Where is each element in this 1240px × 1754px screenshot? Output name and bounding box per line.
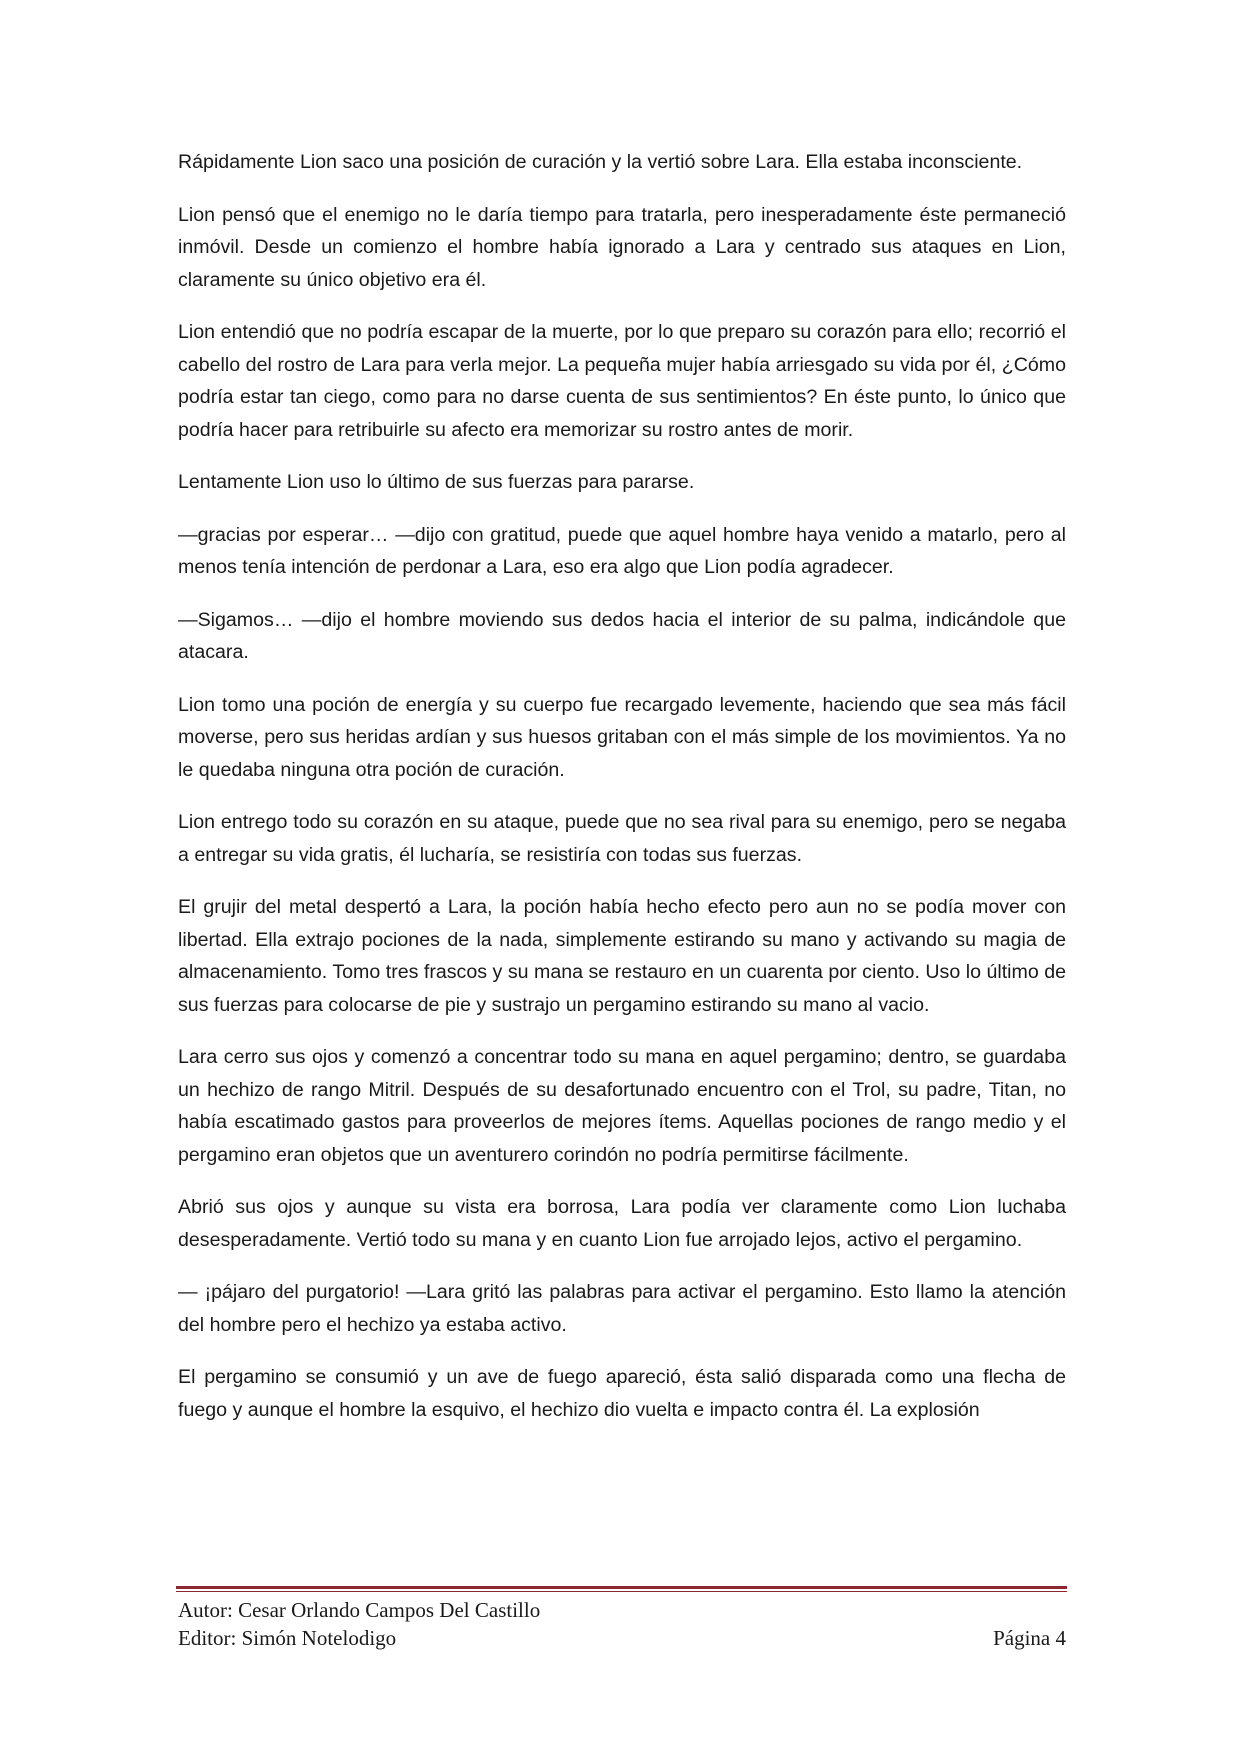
paragraph: Lion pensó que el enemigo no le daría tiempo para tratarla, pero inesperadamente éste permaneció inmóvil. Desde un comienzo el hombre había ignorado a Lara y centrado sus ataques en Lion, claramente su único objetivo era él. [178,203,1066,291]
paragraph: —Sigamos… —dijo el hombre moviendo sus dedos hacia el interior de su palma, indicándole que atacara. [178,608,1066,663]
paragraph: El pergamino se consumió y un ave de fuego apareció, ésta salió disparada como una flecha de fuego y aunque el hombre la esquivo, el hechizo dio vuelta e impacto contra él. La explosión [178,1366,1066,1421]
paragraph: Abrió sus ojos y aunque su vista era borrosa, Lara podía ver claramente como Lion luchaba desesperadamente. Vertió todo su mana y en cuanto Lion fue arrojado lejos, activo el pergamino. [178,1196,1066,1251]
footer-author: Autor: Cesar Orlando Campos Del Castillo [178,1598,541,1622]
footer-editor: Editor: Simón Notelodigo [178,1626,397,1650]
paragraph: Lentamente Lion uso lo último de sus fuerzas para pararse. [178,471,695,493]
footer-divider-thin [176,1591,1067,1592]
page-number: Página 4 [993,1626,1066,1650]
footer-author-row [178,1596,1066,1624]
paragraph: — ¡pájaro del purgatorio! —Lara gritó las palabras para activar el pergamino. Esto llamo la atención del hombre pero el hechizo ya estaba activo. [178,1281,1066,1336]
paragraph: Lion entrego todo su corazón en su ataque, puede que no sea rival para su enemigo, pero se negaba a entregar su vida gratis, él lucharía, se resistiría con todas sus fuerzas. [178,811,1066,866]
paragraph: —gracias por esperar… —dijo con gratitud, puede que aquel hombre haya venido a matarlo, pero al menos tenía intención de perdonar a Lara, eso era algo que Lion podía agradecer. [178,523,1066,578]
page-footer [178,1596,1066,1652]
paragraph: El grujir del metal despertó a Lara, la poción había hecho efecto pero aun no se podía mover con libertad. Ella extrajo pociones de la nada, simplemente estirando su mano y activando su magia de almacenamiento. Tomo tres frascos y su mana se restauro en un cuarenta por ciento. Uso lo último de sus fuerzas para colocarse de pie y sustrajo un pergamino estirando su mano al vacio. [178,896,1066,1016]
footer-divider [176,1586,1067,1589]
paragraph: Lion tomo una poción de energía y su cuerpo fue recargado levemente, haciendo que sea más fácil moverse, pero sus heridas ardían y sus huesos gritaban con el más simple de los movimientos. Ya no le quedaba ninguna otra poción de curación. [178,693,1066,781]
body-text [178,146,1066,1446]
paragraph: Rápidamente Lion saco una posición de curación y la vertió sobre Lara. Ella estaba inconsciente. [178,151,1023,173]
paragraph: Lara cerro sus ojos y comenzó a concentrar todo su mana en aquel pergamino; dentro, se guardaba un hechizo de rango Mitril. Después de su desafortunado encuentro con el Trol, su padre, Titan, no había escatimado gastos para proveerlos de mejores ítems. Aquellas pociones de rango medio y el pergamino eran objetos que un aventurero corindón no podría permitirse fácilmente. [178,1046,1066,1166]
footer-editor-row [178,1624,1066,1652]
paragraph: Lion entendió que no podría escapar de la muerte, por lo que preparo su corazón para ello; recorrió el cabello del rostro de Lara para verla mejor. La pequeña mujer había arriesgado su vida por él, ¿Cómo podría estar tan ciego, como para no darse cuenta de sus sentimientos? En éste punto, lo único que podría hacer para retribuirle su afecto era memorizar su rostro antes de morir. [178,321,1066,441]
